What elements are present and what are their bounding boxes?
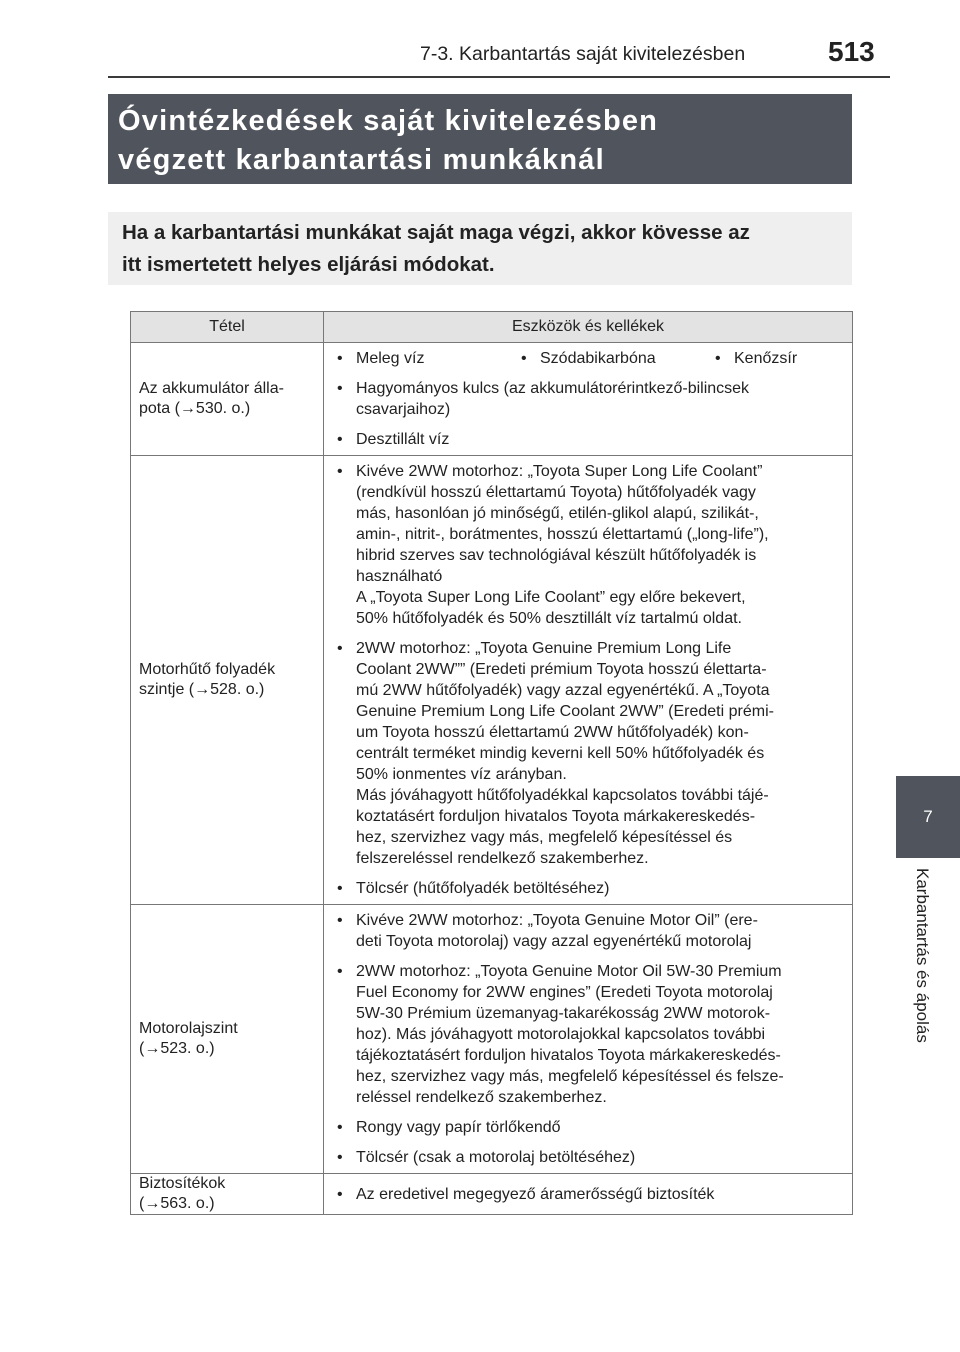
header-rule [108, 76, 890, 78]
list-item: • Tölcsér (hűtőfolyadék betöltéséhez) [332, 878, 842, 899]
header-tools: Eszközök és kellékek [324, 312, 853, 343]
item-line: (→523. o.) [139, 1040, 215, 1057]
tools-cell [324, 905, 853, 1174]
list-item: • Az eredetivel megegyező áramerősségű biztosíték [332, 1184, 842, 1205]
table-row [131, 1174, 853, 1215]
list-item: • Tölcsér (csak a motorolaj betöltéséhez) [332, 1147, 842, 1168]
table-row [131, 343, 853, 456]
page-title [108, 94, 852, 184]
tools-cell [324, 1174, 853, 1215]
table-header-row [131, 312, 853, 343]
intro-line: Ha a karbantartási munkákat saját maga végzi, akkor kövesse az [122, 221, 750, 244]
chapter-label: Karbantartás és ápolás [913, 868, 932, 1043]
item-cell [131, 456, 324, 905]
item-line: Biztosítékok [139, 1175, 226, 1192]
list-item: • Meleg víz [332, 348, 516, 369]
section-title: 7-3. Karbantartás saját kivitelezésben [420, 43, 746, 65]
item-line: (→563. o.) [139, 1195, 215, 1212]
item-cell [131, 1174, 324, 1215]
item-line: pota (→530. o.) [139, 400, 251, 417]
header-item: Tétel [131, 312, 324, 343]
list-item: • Rongy vagy papír törlőkendő [332, 1117, 842, 1138]
list-item: • Kivéve 2WW motorhoz: „Toyota Super Long Life Coolant” (rendkívül hosszú élettartamú Toyota) hűtőfolyadék vagy más, hasonlóan jó minőségű, etilén-glikol alapú, szilikát-, amin-, nitrit-, borátmentes, hosszú élettartamú („long-life”), hibrid szerves sav technológiával készült hűtőfolyadék is használható A „Toyota Super Long Life Coolant” egy előre bekevert, 50% hűtőfolyadék és 50% desztillált víz tartalmú oldat. [332, 461, 842, 629]
tools-cell [324, 343, 853, 456]
item-cell [131, 905, 324, 1174]
title-line: Óvintézkedések saját kivitelezésben [118, 105, 659, 137]
item-line: Motorolajszint [139, 1020, 238, 1037]
tools-table [130, 311, 853, 1215]
list-item: • Kivéve 2WW motorhoz: „Toyota Genuine Motor Oil” (ere- deti Toyota motorolaj) vagy azzal egyenértékű motorolaj [332, 910, 842, 952]
table-row [131, 456, 853, 905]
item-line: Az akkumulátor álla- [139, 380, 284, 397]
list-item: • 2WW motorhoz: „Toyota Genuine Premium Long Life Coolant 2WW”” (Eredeti prémium Toyota hosszú élettarta- mú 2WW hűtőfolyadék) vagy azzal egyenértékű. A „Toyota Genuine Premium Long Life Coolant 2WW” (Eredeti prémi- um Toyota hosszú élettartamú 2WW hűtőfolyadék) kon- centrált terméket mindig keverni kell 50% hűtőfolyadék és 50% ionmentes víz arányban. Más jóváhagyott hűtőfolyadékkal kapcsolatos további tájé- koztatásért forduljon hivatalos Toyota márkakereskedés- hez, szervizhez vagy más, megfelelő képesítéssel és felszereléssel rendelkező szakemberhez. [332, 638, 842, 869]
list-item: • Hagyományos kulcs (az akkumulátorérintkező-bilincsek csavarjaihoz) [332, 378, 842, 420]
title-line: végzett karbantartási munkáknál [118, 144, 605, 176]
item-line: Motorhűtő folyadék [139, 661, 276, 678]
page-number: 513 [828, 36, 875, 67]
list-item: • Kenőzsír [710, 348, 797, 369]
tools-cell [324, 456, 853, 905]
intro-text [108, 212, 852, 285]
item-cell [131, 343, 324, 456]
table-row [131, 905, 853, 1174]
list-item: • Desztillált víz [332, 429, 842, 450]
inline-bullets [332, 348, 842, 369]
chapter-tab: 7 [896, 776, 960, 858]
list-item: • Szódabikarbóna [516, 348, 710, 369]
intro-line: itt ismertetett helyes eljárási módokat. [122, 253, 495, 276]
item-line: szintje (→528. o.) [139, 681, 265, 698]
list-item: • 2WW motorhoz: „Toyota Genuine Motor Oil 5W-30 Premium Fuel Economy for 2WW engines” (Eredeti Toyota motorolaj 5W-30 Prémium üzemanyag-takarékosság 2WW motorok- hoz). Más jóváhagyott motorolajokkal kapcsolatos további tájékoztatásért forduljon hivatalos Toyota márkakereskedés- hez, szervizhez vagy más, megfelelő képesítéssel és felsze- reléssel rendelkező szakemberhez. [332, 961, 842, 1108]
